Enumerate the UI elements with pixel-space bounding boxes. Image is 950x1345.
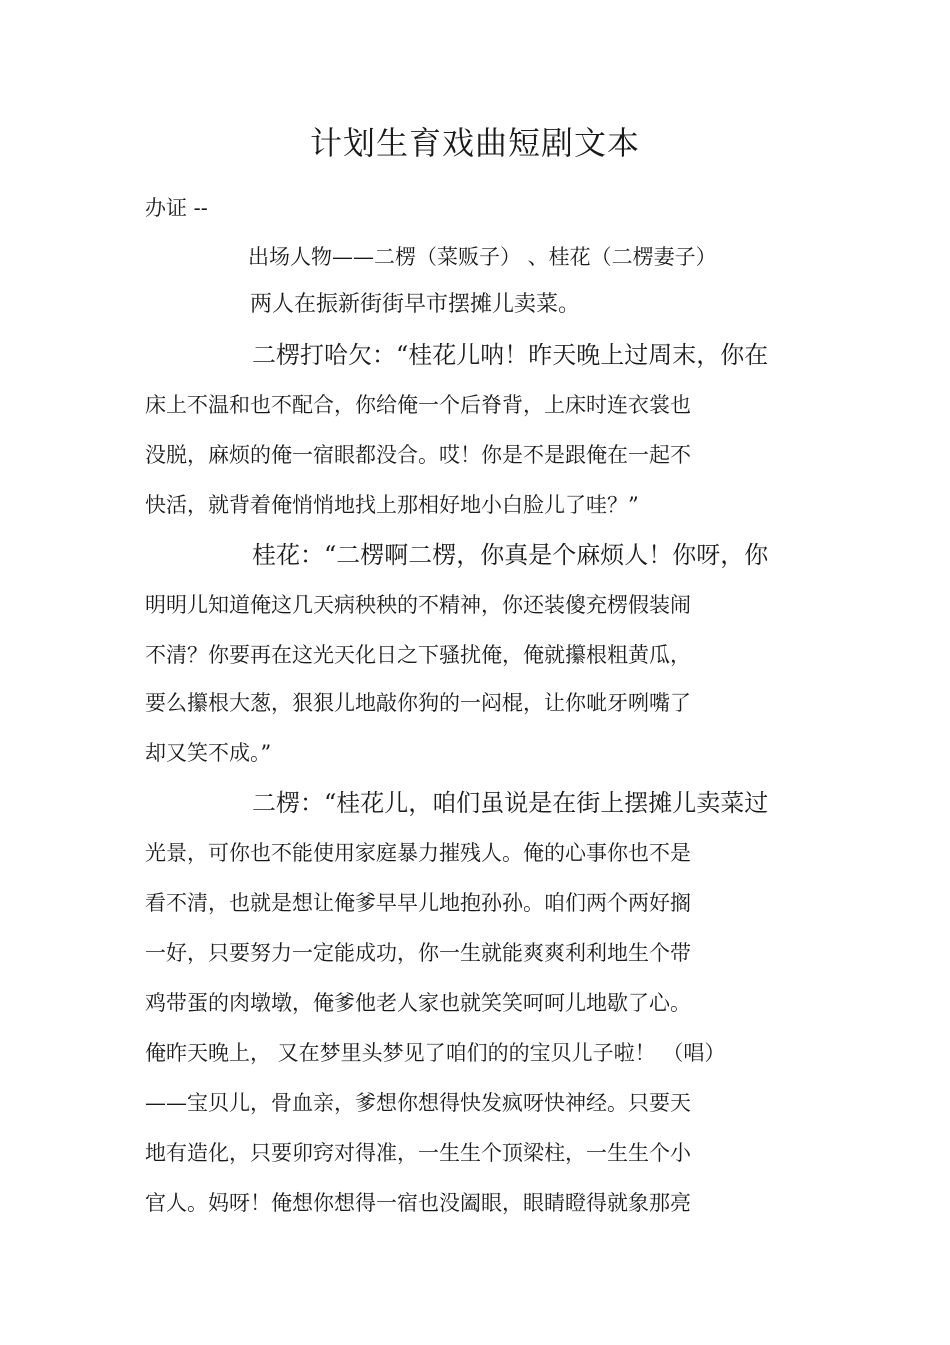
text-line: 没脱，麻烦的俺一宿眼都没合。哎！你是不是跟俺在一起不 xyxy=(145,443,691,467)
text-line: 一好，只要努力一定能成功，你一生就能爽爽利利地生个带 xyxy=(145,941,691,965)
text-line: 鸡带蛋的肉墩墩，俺爹他老人家也就笑笑呵呵儿地歇了心。 xyxy=(145,991,691,1015)
text-line: 床上不温和也不配合，你给俺一个后脊背，上床时连衣裳也 xyxy=(145,393,691,417)
text-line: 明明儿知道俺这几天病秧秧的不精神，你还装傻充楞假装闹 xyxy=(145,593,691,617)
text-line: 官人。妈呀！俺想你想得一宿也没阖眼，眼睛瞪得就象那亮 xyxy=(145,1191,691,1215)
text-line: 看不清，也就是想让俺爹早早儿地抱孙孙。咱们两个两好搁 xyxy=(145,891,691,915)
text-line: 光景，可你也不能使用家庭暴力摧残人。俺的心事你也不是 xyxy=(145,841,691,865)
text-line: ——宝贝儿，骨血亲，爹想你想得快发疯呀快神经。只要天 xyxy=(145,1091,691,1115)
text-line: 出场人物——二楞（菜贩子） 、桂花（二楞妻子） xyxy=(248,245,717,269)
text-line: 俺昨天晚上， 又在梦里头梦见了咱们的的宝贝儿子啦！ （唱） xyxy=(145,1041,726,1065)
text-line: 地有造化，只要卯窍对得准，一生生个顶梁柱，一生生个小 xyxy=(145,1141,691,1165)
text-line: 要么攥根大葱，狠狠儿地敲你狗的一闷棍，让你呲牙咧嘴了 xyxy=(145,691,691,715)
text-line: 两人在振新街街早市摆摊儿卖菜。 xyxy=(250,292,581,317)
document-title: 计划生育戏曲短剧文本 xyxy=(309,124,640,162)
text-line: 二楞打哈欠：“桂花儿呐！昨天晚上过周末，你在 xyxy=(252,341,769,369)
text-line: 快活，就背着俺悄悄地找上那相好地小白脸儿了哇？” xyxy=(145,493,639,517)
text-line: 二楞：“桂花儿，咱们虽说是在街上摆摊儿卖菜过 xyxy=(252,789,769,817)
text-line: 桂花：“二楞啊二楞，你真是个麻烦人！你呀，你 xyxy=(252,541,769,569)
text-line: 却又笑不成。” xyxy=(145,741,272,765)
text-line: 办证 -- xyxy=(145,196,208,220)
text-line: 不清？你要再在这光天化日之下骚扰俺，俺就攥根粗黄瓜， xyxy=(145,643,691,667)
